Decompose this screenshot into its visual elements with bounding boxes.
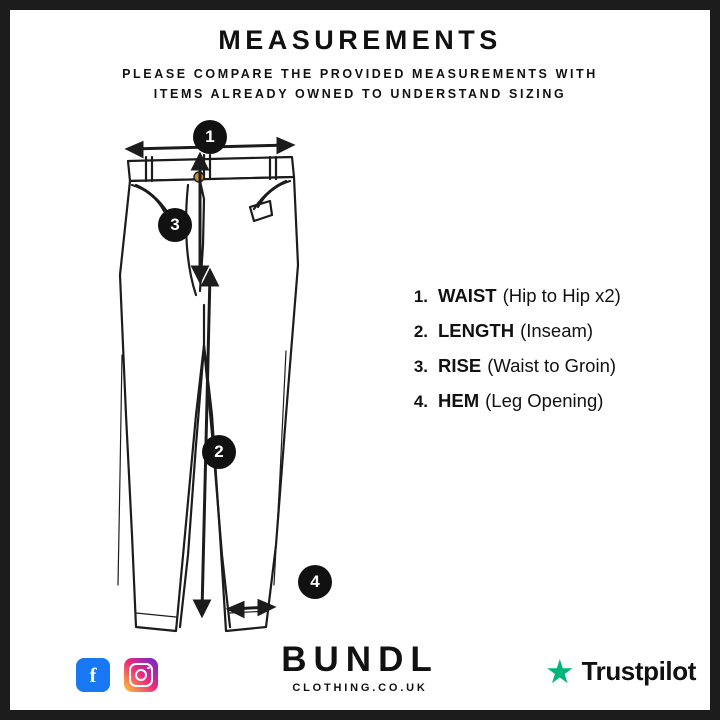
brand-domain: CLOTHING.CO.UK <box>292 682 428 694</box>
legend-item-length <box>400 320 690 342</box>
legend-description: (Inseam) <box>520 320 594 341</box>
marker-1-waist: 1 <box>193 120 227 154</box>
marker-4-hem: 4 <box>298 565 332 599</box>
trustpilot-label: Trustpilot <box>581 656 696 686</box>
facebook-icon[interactable]: f <box>76 658 110 692</box>
legend-number: 2. <box>413 322 428 341</box>
measurement-legend <box>400 285 690 425</box>
star-icon: ★ <box>544 653 575 690</box>
marker-3-rise: 3 <box>158 208 192 242</box>
header <box>10 24 710 104</box>
legend-number: 3. <box>413 357 428 376</box>
legend-item-waist <box>400 285 690 307</box>
legend-label: WAIST <box>438 285 497 306</box>
page-subtitle <box>40 64 680 104</box>
legend-description: (Hip to Hip x2) <box>502 285 621 306</box>
marker-2-length: 2 <box>202 435 236 469</box>
legend-item-hem <box>400 390 690 412</box>
brand-name: BUNDL <box>281 640 439 679</box>
legend-number: 1. <box>413 287 428 306</box>
jeans-illustration <box>80 115 390 635</box>
subtitle-line-2: ITEMS ALREADY OWNED TO UNDERSTAND SIZING <box>153 87 567 102</box>
legend-item-rise <box>400 355 690 377</box>
trustpilot-badge[interactable] <box>545 655 696 688</box>
google-icon[interactable]: G <box>28 658 62 692</box>
legend-label: RISE <box>438 355 482 376</box>
legend-description: (Waist to Groin) <box>487 355 617 376</box>
legend-number: 4. <box>413 392 428 411</box>
jeans-diagram <box>80 115 390 635</box>
page-title: MEASUREMENTS <box>218 25 502 55</box>
legend-label: HEM <box>438 390 480 411</box>
legend-description: (Leg Opening) <box>485 390 604 411</box>
social-links <box>28 658 158 692</box>
subtitle-line-1: PLEASE COMPARE THE PROVIDED MEASUREMENTS WITH <box>122 67 598 82</box>
instagram-icon[interactable] <box>124 658 158 692</box>
legend-label: LENGTH <box>438 320 515 341</box>
